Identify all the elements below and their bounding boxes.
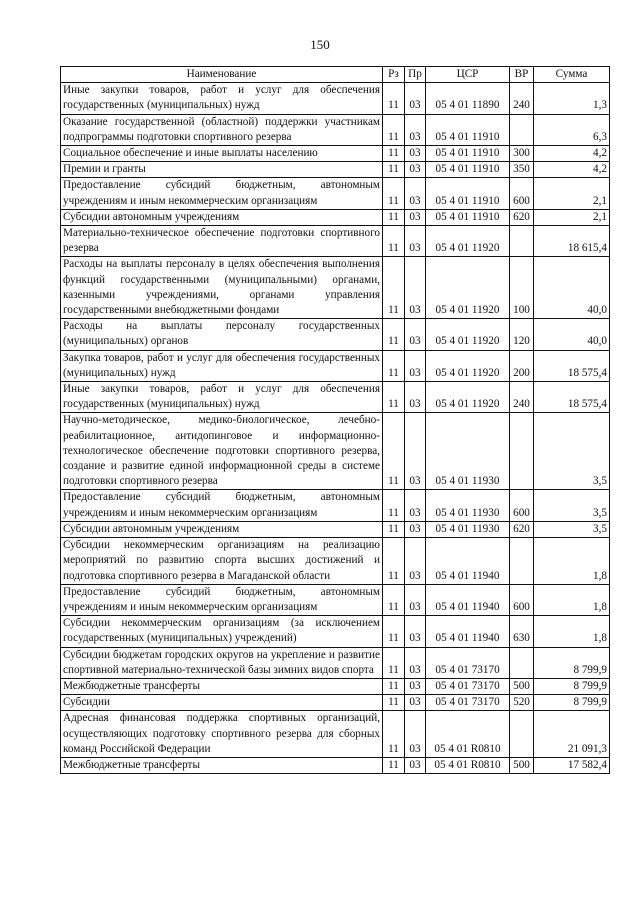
cell-name: Адресная финансовая поддержка спортивных организаций, осуществляющих подготовку спортивного резерва для сборных команд Российской Федерации xyxy=(61,711,383,758)
cell-rz: 11 xyxy=(383,178,405,209)
cell-rz: 11 xyxy=(383,757,405,773)
cell-name: Расходы на выплаты персоналу государственных (муниципальных) органов xyxy=(61,319,383,350)
cell-vr: 500 xyxy=(510,757,534,773)
table-row xyxy=(61,114,610,145)
table-row xyxy=(61,678,610,694)
cell-sum: 1,8 xyxy=(534,538,610,585)
cell-sum: 8 799,9 xyxy=(534,678,610,694)
cell-name: Предоставление субсидий бюджетным, автономным учреждениям и иным некоммерческим организациям xyxy=(61,584,383,615)
table-row xyxy=(61,146,610,162)
table-row xyxy=(61,584,610,615)
cell-sum: 18 575,4 xyxy=(534,382,610,413)
cell-pr: 03 xyxy=(405,209,426,225)
cell-pr: 03 xyxy=(405,413,426,490)
table-body xyxy=(61,83,610,774)
cell-csr: 05 4 01 R0810 xyxy=(426,711,510,758)
cell-sum: 6,3 xyxy=(534,114,610,145)
cell-sum: 1,8 xyxy=(534,584,610,615)
cell-rz: 11 xyxy=(383,382,405,413)
cell-csr: 05 4 01 11910 xyxy=(426,209,510,225)
cell-name: Межбюджетные трансферты xyxy=(61,757,383,773)
cell-csr: 05 4 01 11910 xyxy=(426,114,510,145)
cell-name: Субсидии xyxy=(61,695,383,711)
cell-vr: 120 xyxy=(510,319,534,350)
budget-table xyxy=(60,66,610,774)
cell-rz: 11 xyxy=(383,146,405,162)
cell-vr xyxy=(510,647,534,678)
cell-vr xyxy=(510,114,534,145)
cell-sum: 18 575,4 xyxy=(534,350,610,381)
cell-pr: 03 xyxy=(405,162,426,178)
cell-rz: 11 xyxy=(383,678,405,694)
cell-rz: 11 xyxy=(383,538,405,585)
table-row xyxy=(61,538,610,585)
cell-name: Субсидии автономным учреждениям xyxy=(61,209,383,225)
table-row xyxy=(61,413,610,490)
table-row xyxy=(61,490,610,521)
table-row xyxy=(61,162,610,178)
table-row xyxy=(61,226,610,257)
cell-rz: 11 xyxy=(383,584,405,615)
cell-vr: 620 xyxy=(510,521,534,537)
cell-name: Субсидии бюджетам городских округов на укрепление и развитие спортивной материально-технической базы зимних видов спорта xyxy=(61,647,383,678)
cell-name: Субсидии автономным учреждениям xyxy=(61,521,383,537)
cell-name: Предоставление субсидий бюджетным, автономным учреждениям и иным некоммерческим организациям xyxy=(61,178,383,209)
cell-vr: 630 xyxy=(510,616,534,647)
cell-pr: 03 xyxy=(405,711,426,758)
cell-csr: 05 4 01 11930 xyxy=(426,521,510,537)
table-row xyxy=(61,647,610,678)
cell-name: Закупка товаров, работ и услуг для обеспечения государственных (муниципальных) нужд xyxy=(61,350,383,381)
cell-vr: 240 xyxy=(510,382,534,413)
cell-csr: 05 4 01 11940 xyxy=(426,616,510,647)
cell-name: Оказание государственной (областной) поддержки участникам подпрограммы подготовки спортивного резерва xyxy=(61,114,383,145)
cell-pr: 03 xyxy=(405,695,426,711)
cell-vr xyxy=(510,711,534,758)
cell-name: Предоставление субсидий бюджетным, автономным учреждениям и иным некоммерческим организациям xyxy=(61,490,383,521)
cell-pr: 03 xyxy=(405,319,426,350)
cell-name: Социальное обеспечение и иные выплаты населению xyxy=(61,146,383,162)
cell-csr: 05 4 01 73170 xyxy=(426,695,510,711)
table-header-row xyxy=(61,67,610,83)
cell-csr: 05 4 01 11920 xyxy=(426,257,510,319)
table-row xyxy=(61,319,610,350)
cell-csr: 05 4 01 73170 xyxy=(426,678,510,694)
cell-name: Иные закупки товаров, работ и услуг для обеспечения государственных (муниципальных) нужд xyxy=(61,382,383,413)
cell-rz: 11 xyxy=(383,711,405,758)
table-row xyxy=(61,711,610,758)
cell-rz: 11 xyxy=(383,226,405,257)
cell-pr: 03 xyxy=(405,584,426,615)
cell-vr: 200 xyxy=(510,350,534,381)
cell-sum: 8 799,9 xyxy=(534,695,610,711)
cell-vr xyxy=(510,538,534,585)
cell-pr: 03 xyxy=(405,83,426,114)
cell-sum: 18 615,4 xyxy=(534,226,610,257)
cell-csr: 05 4 01 11940 xyxy=(426,538,510,585)
cell-vr: 100 xyxy=(510,257,534,319)
cell-name: Научно-методическое, медико-биологическое, лечебно-реабилитационное, антидопинговое и информационно-технологическое обеспечение подготовки спортивного резерва, создание и развитие единой информационной среды в системе подготовки спортивного резерва xyxy=(61,413,383,490)
cell-pr: 03 xyxy=(405,226,426,257)
cell-rz: 11 xyxy=(383,83,405,114)
header-vr: ВР xyxy=(510,67,534,83)
cell-csr: 05 4 01 11910 xyxy=(426,178,510,209)
header-name: Наименование xyxy=(61,67,383,83)
cell-sum: 17 582,4 xyxy=(534,757,610,773)
cell-pr: 03 xyxy=(405,382,426,413)
cell-sum: 3,5 xyxy=(534,521,610,537)
table-row xyxy=(61,521,610,537)
table-row xyxy=(61,695,610,711)
header-sum: Сумма xyxy=(534,67,610,83)
cell-sum: 2,1 xyxy=(534,209,610,225)
cell-rz: 11 xyxy=(383,162,405,178)
cell-pr: 03 xyxy=(405,178,426,209)
cell-csr: 05 4 01 11910 xyxy=(426,162,510,178)
cell-csr: 05 4 01 11920 xyxy=(426,226,510,257)
cell-csr: 05 4 01 11920 xyxy=(426,382,510,413)
table-row xyxy=(61,83,610,114)
table-row xyxy=(61,350,610,381)
cell-vr: 620 xyxy=(510,209,534,225)
cell-name: Премии и гранты xyxy=(61,162,383,178)
cell-vr: 520 xyxy=(510,695,534,711)
header-csr: ЦСР xyxy=(426,67,510,83)
cell-vr: 300 xyxy=(510,146,534,162)
cell-vr: 600 xyxy=(510,178,534,209)
cell-csr: 05 4 01 11930 xyxy=(426,413,510,490)
cell-rz: 11 xyxy=(383,695,405,711)
cell-rz: 11 xyxy=(383,413,405,490)
cell-csr: 05 4 01 11910 xyxy=(426,146,510,162)
cell-pr: 03 xyxy=(405,757,426,773)
cell-rz: 11 xyxy=(383,209,405,225)
cell-csr: 05 4 01 11940 xyxy=(426,584,510,615)
cell-sum: 3,5 xyxy=(534,413,610,490)
cell-pr: 03 xyxy=(405,678,426,694)
cell-vr: 500 xyxy=(510,678,534,694)
table-row xyxy=(61,616,610,647)
cell-sum: 8 799,9 xyxy=(534,647,610,678)
cell-vr xyxy=(510,413,534,490)
cell-vr: 240 xyxy=(510,83,534,114)
cell-sum: 40,0 xyxy=(534,319,610,350)
cell-vr: 600 xyxy=(510,584,534,615)
table-row xyxy=(61,178,610,209)
page-number: 150 xyxy=(310,37,330,52)
cell-sum: 1,3 xyxy=(534,83,610,114)
cell-pr: 03 xyxy=(405,521,426,537)
cell-sum: 1,8 xyxy=(534,616,610,647)
cell-pr: 03 xyxy=(405,350,426,381)
cell-sum: 2,1 xyxy=(534,178,610,209)
table-row xyxy=(61,257,610,319)
cell-name: Расходы на выплаты персоналу в целях обеспечения выполнения функций государственными (муниципальными) органами, казенными учреждениями, органами управления государственными внебюджетными фондами xyxy=(61,257,383,319)
table-row xyxy=(61,757,610,773)
cell-pr: 03 xyxy=(405,146,426,162)
cell-pr: 03 xyxy=(405,257,426,319)
table-row xyxy=(61,209,610,225)
cell-csr: 05 4 01 11890 xyxy=(426,83,510,114)
cell-csr: 05 4 01 11920 xyxy=(426,319,510,350)
cell-pr: 03 xyxy=(405,616,426,647)
cell-vr xyxy=(510,226,534,257)
cell-pr: 03 xyxy=(405,114,426,145)
cell-csr: 05 4 01 11930 xyxy=(426,490,510,521)
cell-name: Материально-техническое обеспечение подготовки спортивного резерва xyxy=(61,226,383,257)
cell-rz: 11 xyxy=(383,114,405,145)
cell-csr: 05 4 01 73170 xyxy=(426,647,510,678)
cell-name: Субсидии некоммерческим организациям (за исключением государственных (муниципальных) учреждений) xyxy=(61,616,383,647)
cell-csr: 05 4 01 R0810 xyxy=(426,757,510,773)
cell-pr: 03 xyxy=(405,538,426,585)
cell-name: Субсидии некоммерческим организациям на реализацию мероприятий по развитию спорта высших достижений и подготовка спортивного резерва в Магаданской области xyxy=(61,538,383,585)
cell-rz: 11 xyxy=(383,521,405,537)
cell-rz: 11 xyxy=(383,490,405,521)
cell-vr: 600 xyxy=(510,490,534,521)
cell-sum: 4,2 xyxy=(534,162,610,178)
cell-rz: 11 xyxy=(383,319,405,350)
cell-sum: 4,2 xyxy=(534,146,610,162)
cell-rz: 11 xyxy=(383,616,405,647)
cell-pr: 03 xyxy=(405,647,426,678)
table-row xyxy=(61,382,610,413)
cell-csr: 05 4 01 11920 xyxy=(426,350,510,381)
cell-sum: 40,0 xyxy=(534,257,610,319)
cell-name: Межбюджетные трансферты xyxy=(61,678,383,694)
cell-vr: 350 xyxy=(510,162,534,178)
cell-name: Иные закупки товаров, работ и услуг для обеспечения государственных (муниципальных) нужд xyxy=(61,83,383,114)
header-pr: Пр xyxy=(405,67,426,83)
cell-rz: 11 xyxy=(383,647,405,678)
cell-sum: 3,5 xyxy=(534,490,610,521)
cell-rz: 11 xyxy=(383,350,405,381)
header-rz: Рз xyxy=(383,67,405,83)
cell-pr: 03 xyxy=(405,490,426,521)
cell-sum: 21 091,3 xyxy=(534,711,610,758)
cell-rz: 11 xyxy=(383,257,405,319)
